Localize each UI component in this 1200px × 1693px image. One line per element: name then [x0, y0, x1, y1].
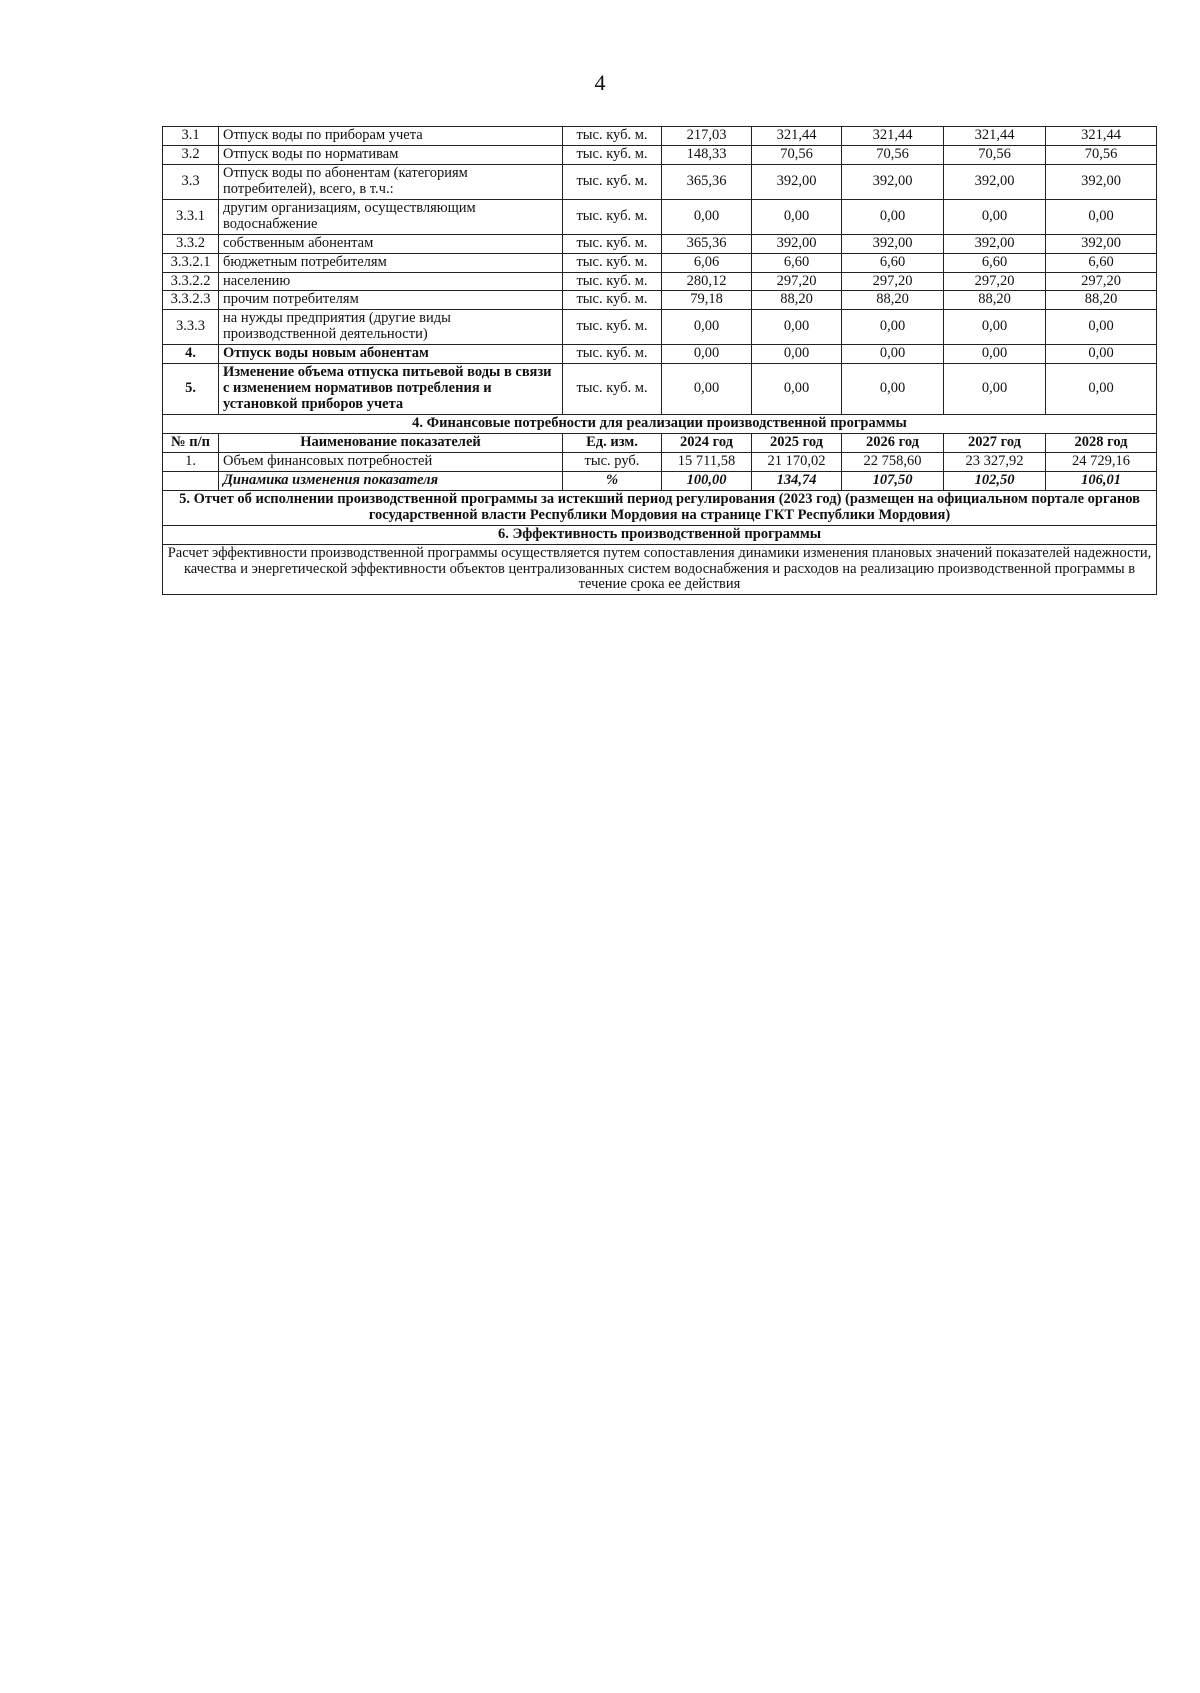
production-program-table [162, 126, 1157, 595]
value-2026: 321,44 [842, 127, 944, 146]
section-6 [163, 525, 1157, 595]
row-unit: тыс. куб. м. [563, 164, 662, 199]
value-2026: 6,60 [842, 253, 944, 272]
section-4 [163, 415, 1157, 491]
table-row [163, 127, 1157, 146]
row-unit: тыс. куб. м. [563, 253, 662, 272]
value-2027: 321,44 [944, 127, 1046, 146]
value-2027: 70,56 [944, 145, 1046, 164]
row-unit: тыс. куб. м. [563, 291, 662, 310]
value-2028: 0,00 [1046, 345, 1157, 364]
value-2026: 107,50 [842, 471, 944, 490]
value-2025: 0,00 [752, 345, 842, 364]
row-num: 5. [163, 364, 219, 415]
row-name: населению [219, 272, 563, 291]
section-5-title: 5. Отчет об исполнении производственной программы за истекший период регулирования (2023 год) (размещен на официальном портале органов государственной власти Республики Мордовия на странице ГКТ Республики Мордовия) [163, 490, 1157, 525]
section-6-title: 6. Эффективность производственной программы [163, 525, 1157, 544]
table-row [163, 272, 1157, 291]
value-2024: 0,00 [662, 199, 752, 234]
row-num: 3.3.2.1 [163, 253, 219, 272]
row-unit: тыс. куб. м. [563, 199, 662, 234]
value-2024: 365,36 [662, 234, 752, 253]
row-name: другим организациям, осуществляющим водоснабжение [219, 199, 563, 234]
table-row [163, 310, 1157, 345]
section-4-title: 4. Финансовые потребности для реализации производственной программы [163, 415, 1157, 434]
value-2024: 6,06 [662, 253, 752, 272]
value-2024: 79,18 [662, 291, 752, 310]
header-name: Наименование показателей [219, 433, 563, 452]
row-name: собственным абонентам [219, 234, 563, 253]
value-2025: 0,00 [752, 364, 842, 415]
row-unit: тыс. куб. м. [563, 145, 662, 164]
row-num: 1. [163, 452, 219, 471]
value-2024: 217,03 [662, 127, 752, 146]
row-unit: тыс. куб. м. [563, 345, 662, 364]
value-2024: 0,00 [662, 345, 752, 364]
value-2028: 6,60 [1046, 253, 1157, 272]
value-2028: 392,00 [1046, 164, 1157, 199]
value-2027: 23 327,92 [944, 452, 1046, 471]
section-5 [163, 490, 1157, 525]
dynamics-row [163, 471, 1157, 490]
value-2025: 392,00 [752, 164, 842, 199]
section-4-header-row [163, 433, 1157, 452]
row-name: Динамика изменения показателя [219, 471, 563, 490]
value-2025: 297,20 [752, 272, 842, 291]
value-2027: 0,00 [944, 345, 1046, 364]
row-num: 3.3.2 [163, 234, 219, 253]
page-number: 4 [594, 70, 606, 95]
section-4-title-row [163, 415, 1157, 434]
value-2028: 0,00 [1046, 199, 1157, 234]
row-num: 3.1 [163, 127, 219, 146]
value-2027: 392,00 [944, 234, 1046, 253]
row-name: бюджетным потребителям [219, 253, 563, 272]
value-2028: 88,20 [1046, 291, 1157, 310]
row-name: Объем финансовых потребностей [219, 452, 563, 471]
value-2025: 134,74 [752, 471, 842, 490]
row-num: 3.3.1 [163, 199, 219, 234]
value-2027: 0,00 [944, 199, 1046, 234]
value-2026: 0,00 [842, 199, 944, 234]
value-2028: 0,00 [1046, 364, 1157, 415]
value-2026: 297,20 [842, 272, 944, 291]
row-num: 4. [163, 345, 219, 364]
table-row [163, 164, 1157, 199]
value-2028: 0,00 [1046, 310, 1157, 345]
value-2024: 148,33 [662, 145, 752, 164]
row-unit: тыс. куб. м. [563, 364, 662, 415]
row-unit: тыс. куб. м. [563, 272, 662, 291]
table-row [163, 199, 1157, 234]
value-2024: 0,00 [662, 364, 752, 415]
value-2024: 100,00 [662, 471, 752, 490]
header-year-2026: 2026 год [842, 433, 944, 452]
table-row [163, 145, 1157, 164]
value-2025: 392,00 [752, 234, 842, 253]
row-unit: % [563, 471, 662, 490]
value-2026: 22 758,60 [842, 452, 944, 471]
header-year-2028: 2028 год [1046, 433, 1157, 452]
value-2027: 102,50 [944, 471, 1046, 490]
row-name: прочим потребителям [219, 291, 563, 310]
section-6-text: Расчет эффективности производственной программы осуществляется путем сопоставления динамики изменения плановых значений показателей надежности, качества и энергетической эффективности объектов централизованных систем водоснабжения и расходов на реализацию производственной программы в течение срока ее действия [163, 544, 1157, 595]
value-2026: 392,00 [842, 164, 944, 199]
row-num: 3.3.3 [163, 310, 219, 345]
value-2025: 70,56 [752, 145, 842, 164]
value-2027: 0,00 [944, 364, 1046, 415]
value-2026: 0,00 [842, 345, 944, 364]
value-2025: 0,00 [752, 310, 842, 345]
row-name: Отпуск воды по приборам учета [219, 127, 563, 146]
row-name: Отпуск воды новым абонентам [219, 345, 563, 364]
row-name: Отпуск воды по нормативам [219, 145, 563, 164]
value-2026: 0,00 [842, 310, 944, 345]
row-unit: тыс. куб. м. [563, 310, 662, 345]
value-2027: 297,20 [944, 272, 1046, 291]
value-2028: 106,01 [1046, 471, 1157, 490]
value-2027: 392,00 [944, 164, 1046, 199]
financial-needs-row [163, 452, 1157, 471]
row-unit: тыс. руб. [563, 452, 662, 471]
table-row [163, 364, 1157, 415]
row-unit: тыс. куб. м. [563, 234, 662, 253]
section-6-title-row [163, 525, 1157, 544]
value-2024: 280,12 [662, 272, 752, 291]
row-num: 3.3.2.2 [163, 272, 219, 291]
value-2025: 0,00 [752, 199, 842, 234]
water-rows [163, 127, 1157, 415]
value-2025: 21 170,02 [752, 452, 842, 471]
value-2028: 70,56 [1046, 145, 1157, 164]
value-2024: 15 711,58 [662, 452, 752, 471]
table-row [163, 253, 1157, 272]
value-2028: 392,00 [1046, 234, 1157, 253]
value-2027: 0,00 [944, 310, 1046, 345]
header-year-2027: 2027 год [944, 433, 1046, 452]
value-2024: 0,00 [662, 310, 752, 345]
value-2026: 392,00 [842, 234, 944, 253]
value-2027: 6,60 [944, 253, 1046, 272]
row-num: 3.3 [163, 164, 219, 199]
value-2027: 88,20 [944, 291, 1046, 310]
row-name: на нужды предприятия (другие виды производственной деятельности) [219, 310, 563, 345]
value-2028: 321,44 [1046, 127, 1157, 146]
row-unit: тыс. куб. м. [563, 127, 662, 146]
row-num: 3.3.2.3 [163, 291, 219, 310]
header-num: № п/п [163, 433, 219, 452]
value-2025: 6,60 [752, 253, 842, 272]
header-unit: Ед. изм. [563, 433, 662, 452]
value-2024: 365,36 [662, 164, 752, 199]
row-num: 3.2 [163, 145, 219, 164]
row-name: Изменение объема отпуска питьевой воды в связи с изменением нормативов потребления и установкой приборов учета [219, 364, 563, 415]
table-row [163, 345, 1157, 364]
header-year-2024: 2024 год [662, 433, 752, 452]
row-name: Отпуск воды по абонентам (категориям потребителей), всего, в т.ч.: [219, 164, 563, 199]
value-2025: 88,20 [752, 291, 842, 310]
header-year-2025: 2025 год [752, 433, 842, 452]
value-2028: 24 729,16 [1046, 452, 1157, 471]
value-2028: 297,20 [1046, 272, 1157, 291]
section-6-text-row [163, 544, 1157, 595]
value-2026: 0,00 [842, 364, 944, 415]
section-5-title-row [163, 490, 1157, 525]
value-2026: 88,20 [842, 291, 944, 310]
table-row [163, 234, 1157, 253]
row-num [163, 471, 219, 490]
value-2025: 321,44 [752, 127, 842, 146]
table-row [163, 291, 1157, 310]
value-2026: 70,56 [842, 145, 944, 164]
